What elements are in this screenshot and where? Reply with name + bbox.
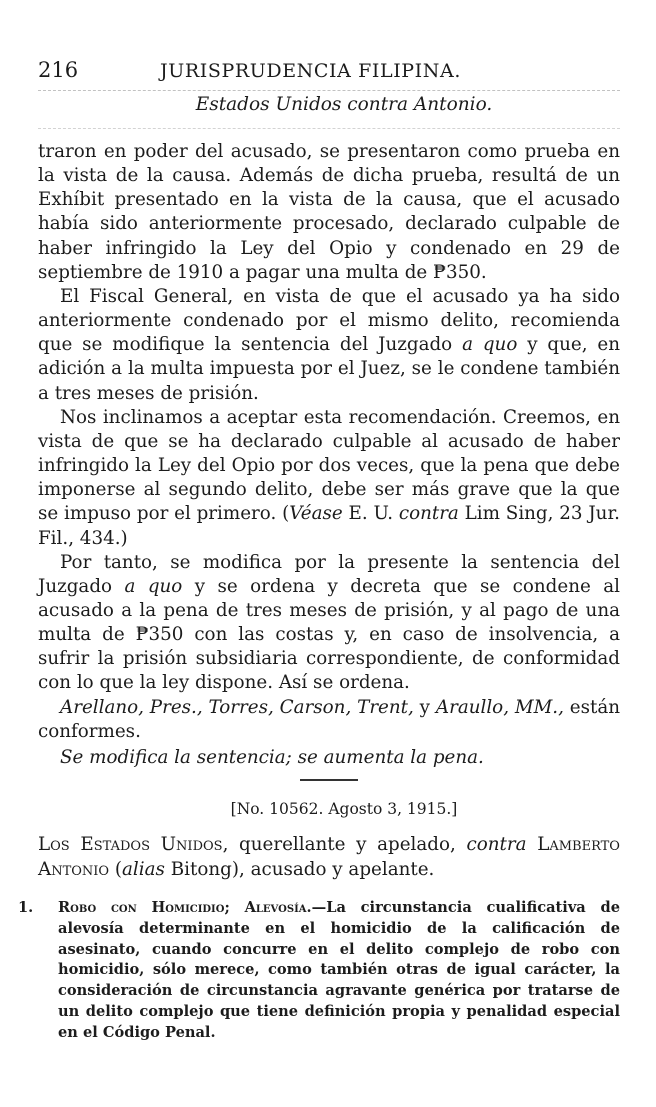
paragraph-evidence: traron en poder del acusado, se presentaron como prueba en la vista de la causa. Además de dicha prueba, resultá de un Exhíbit presentado en la vista de la causa, que el acusado había sido anteriormente procesado, declarado culpable de haber infringido la Ley del Opio y condenado en 29 de septiembre de 1910 a pagar una multa de ₱350.: [38, 141, 620, 283]
italic-run: a quo: [124, 575, 183, 597]
text-run: Por tanto, se modifica por la presente la sentencia del Juzgado: [38, 551, 620, 597]
text-run: y: [413, 696, 436, 718]
journal-title: JURISPRUDENCIA FILIPINA.: [160, 60, 461, 82]
party-name: Los Estados Unidos: [38, 834, 223, 855]
italic-run: Véase: [289, 503, 343, 525]
paragraph-fiscal: [38, 285, 620, 406]
text-run: (: [109, 859, 123, 880]
concurrence-line: [38, 696, 620, 744]
text-run: están conformes.: [38, 696, 621, 742]
paragraph-judgment: [38, 551, 620, 696]
paragraph-reasoning: [38, 406, 620, 551]
syllabus-text: —La circunstancia cualificativa de alevosía determinante en el homicidio de la calificación de asesinato, cuando concurre en el delito complejo de robo con homicidio, sólo merece, como también otras de igual carácter, la consideración de circunstancia agravante genérica por tratarse de un delito complejo que tiene definición propia y penalidad especial en el Código Penal.: [58, 899, 620, 1041]
page-number: 216: [38, 58, 79, 82]
text-run: Bitong), acusado y apelante.: [164, 859, 435, 880]
section-divider: [300, 779, 358, 781]
justices-names: Araullo, MM.,: [435, 696, 564, 718]
opinion-body: [38, 140, 620, 770]
italic-run: contra: [466, 834, 527, 855]
running-head: [38, 58, 620, 84]
italic-run: a quo: [462, 334, 518, 356]
party-name: Lamberto Antonio: [38, 834, 620, 880]
text-run: y que, en adición a la multa impuesta por el Juez, se le condene también a tres meses de prisión.: [38, 334, 620, 404]
text-run: El Fiscal General, en vista de que el acusado ya ha sido anteriormente condenado por el mismo delito, recomienda que se modifique la sentencia del Juzgado: [38, 285, 620, 356]
text-run: E. U.: [342, 503, 399, 525]
italic-run: contra: [398, 503, 459, 525]
text-run: Nos inclinamos a aceptar esta recomendación. Creemos, en vista de que se ha declarado culpable al acusado de haber infringido la Ley del Opio por dos veces, que la pena que debe imponerse al segundo delito, debe ser más grave que la que se impuso por el primero. (: [38, 406, 620, 525]
case-subtitle: Estados Unidos contra Antonio.: [195, 94, 493, 115]
docket-line: [No. 10562. Agosto 3, 1915.]: [230, 800, 458, 818]
syllabus-item: [18, 898, 620, 1044]
case-title: [38, 832, 620, 882]
italic-run: alias: [122, 859, 165, 880]
subtitle-divider: [38, 128, 620, 129]
syllabus-number: 1.: [18, 899, 34, 916]
syllabus: [18, 898, 620, 1044]
text-run: y se ordena y decreta que se condene al acusado a la pena de tres meses de prisión, y al pago de una multa de ₱350 con las costas y, en caso de insolvencia, a sufrir la prisión subsidiaria correspondiente, de conformidad con lo que la ley dispone. Así se ordena.: [38, 575, 620, 694]
syllabus-heading: Robo con Homicidio; Alevosía.: [58, 899, 312, 916]
text-run: Lim Sing, 23 Jur. Fil., 434.): [38, 503, 620, 549]
text-run: , querellante y apelado,: [222, 834, 467, 855]
header-divider: [38, 90, 620, 91]
holding-line: Se modifica la sentencia; se aumenta la pena.: [60, 746, 484, 768]
justices-names: Arellano, Pres., Torres, Carson, Trent,: [60, 696, 414, 718]
